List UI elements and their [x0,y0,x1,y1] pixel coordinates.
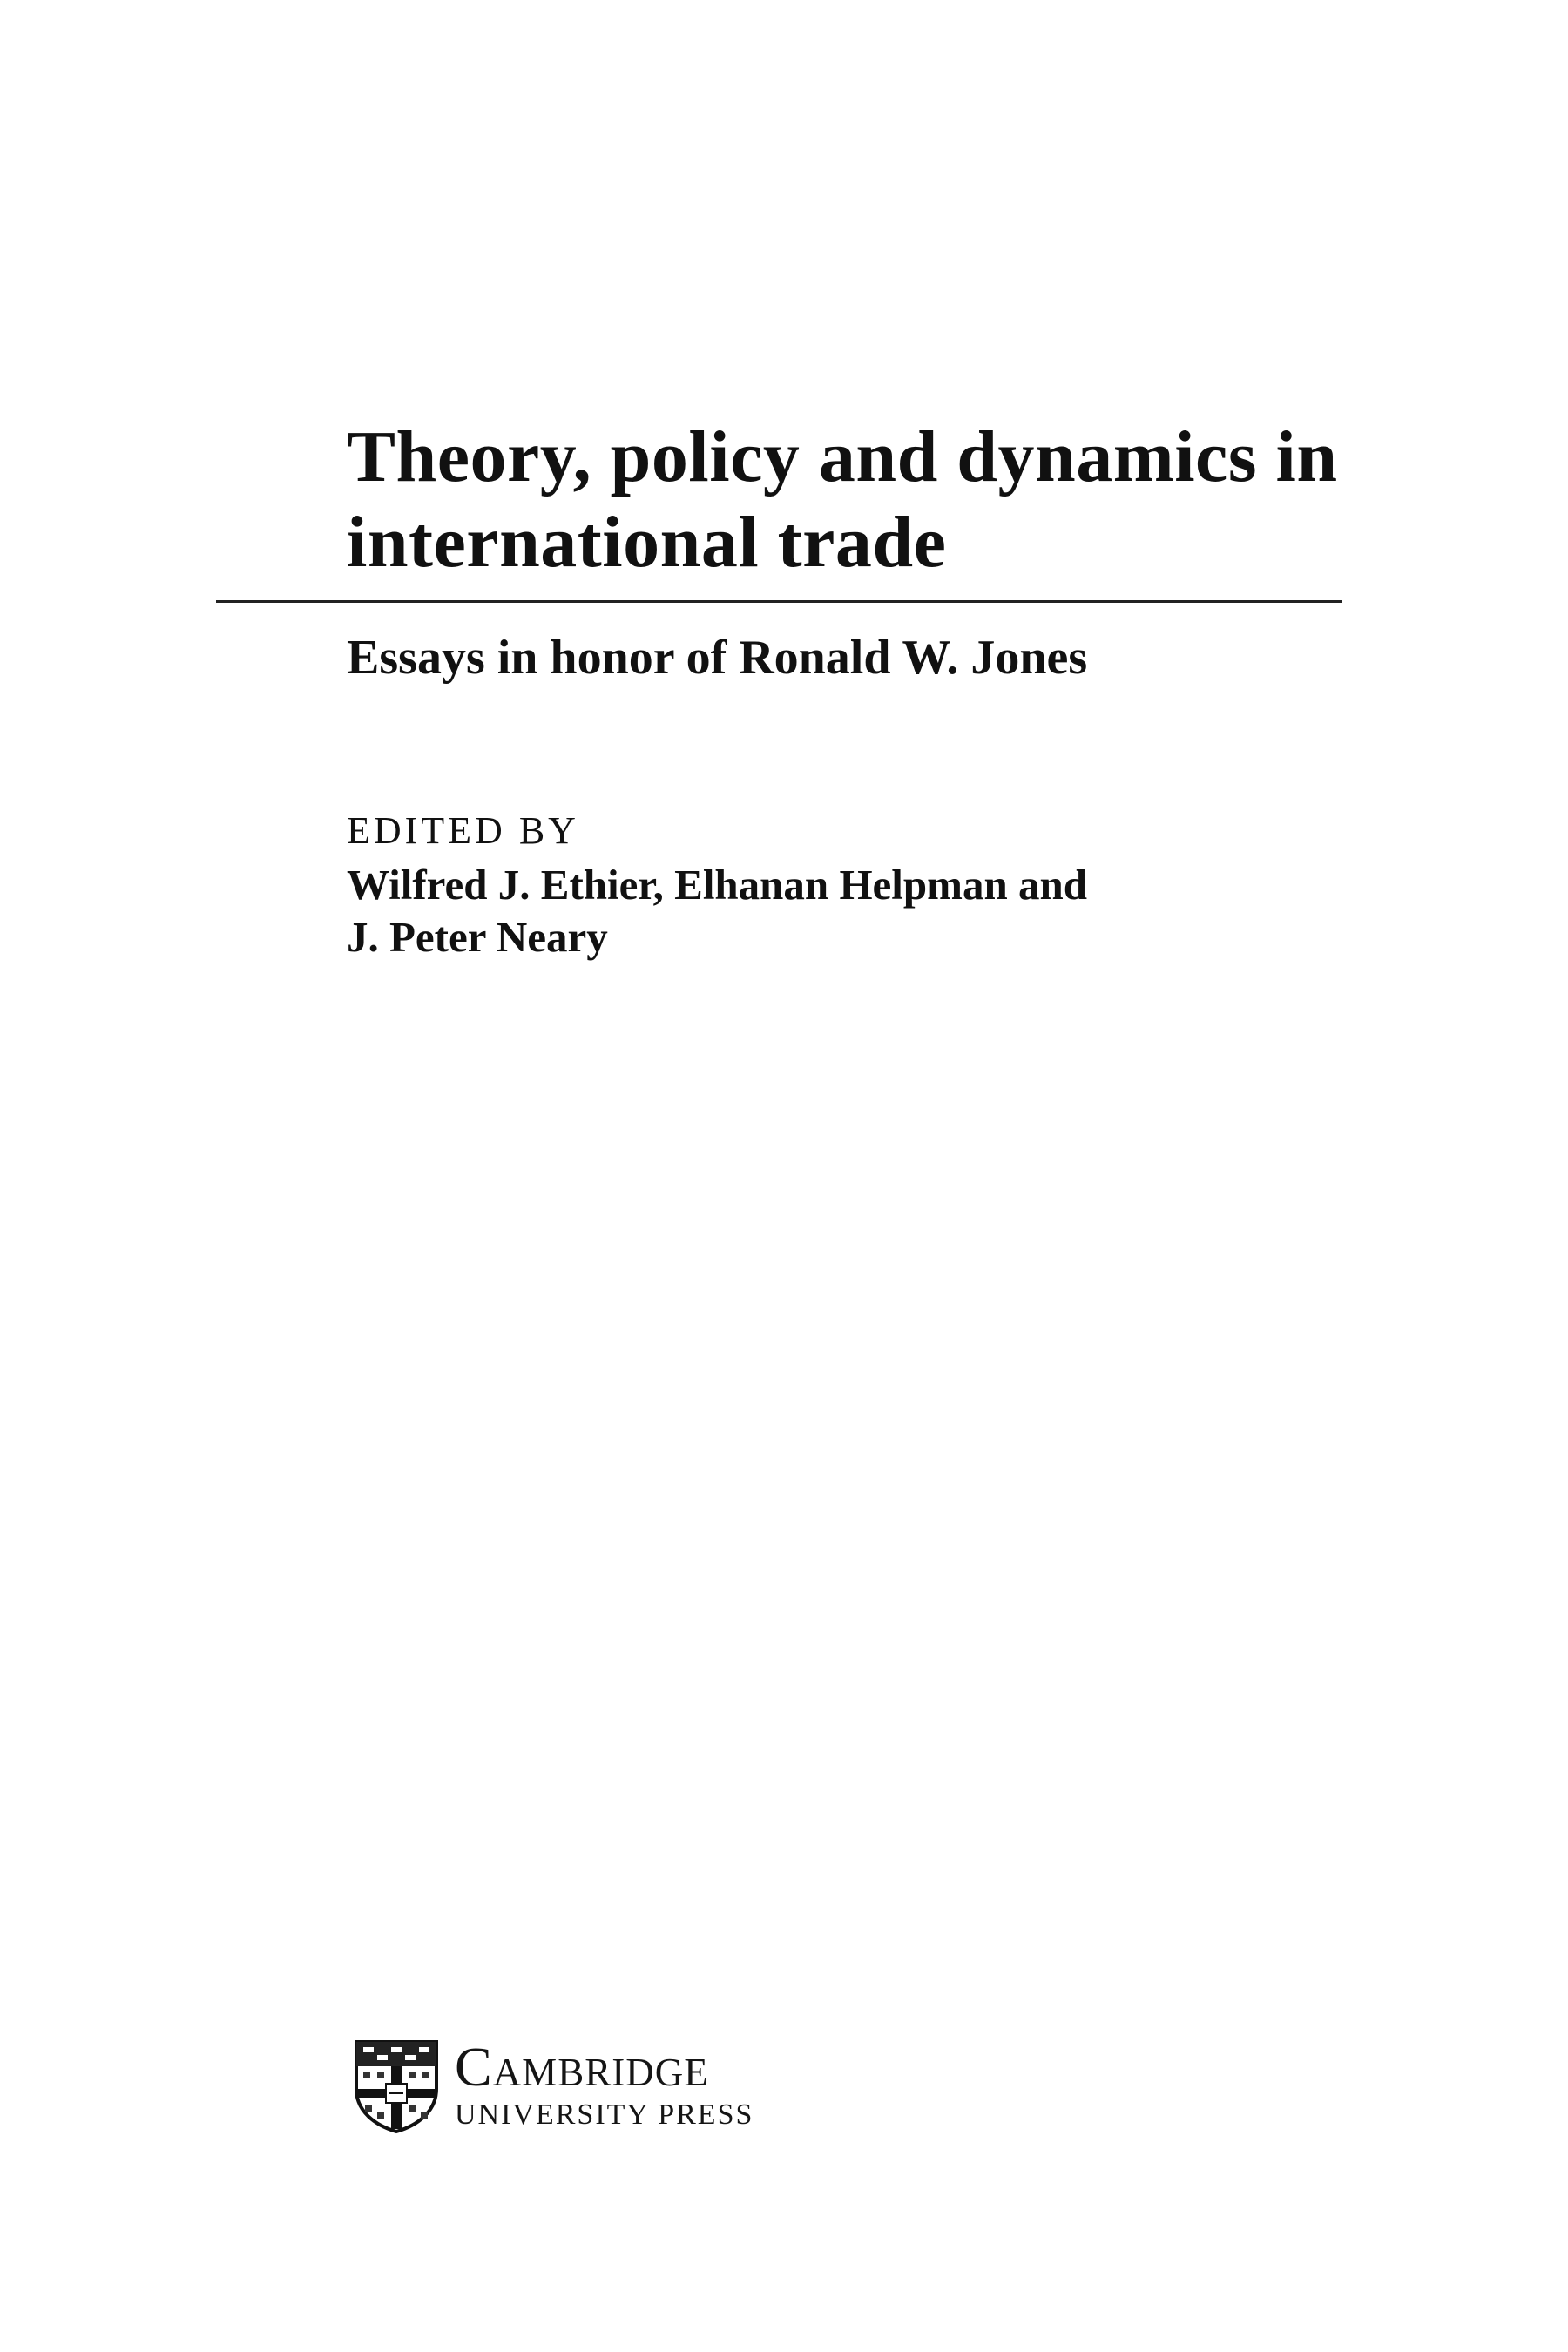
editors-line-2: J. Peter Neary [347,913,608,961]
editors-line-1: Wilfred J. Ethier, Elhanan Helpman and [347,861,1087,909]
edited-by-label: EDITED BY [347,809,579,852]
subtitle: Essays in honor of Ronald W. Jones [347,631,1088,685]
cambridge-shield-icon [352,2038,441,2134]
editors [347,859,1087,963]
title-line-1: Theory, policy and dynamics in [347,416,1338,497]
publisher-subname: UNIVERSITY PRESS [455,2099,754,2131]
publisher-name: Cambridge [455,2036,709,2098]
page-title [347,415,1436,585]
title-line-2: international trade [347,502,947,583]
publisher-imprint [352,2038,754,2134]
title-divider [216,600,1342,603]
